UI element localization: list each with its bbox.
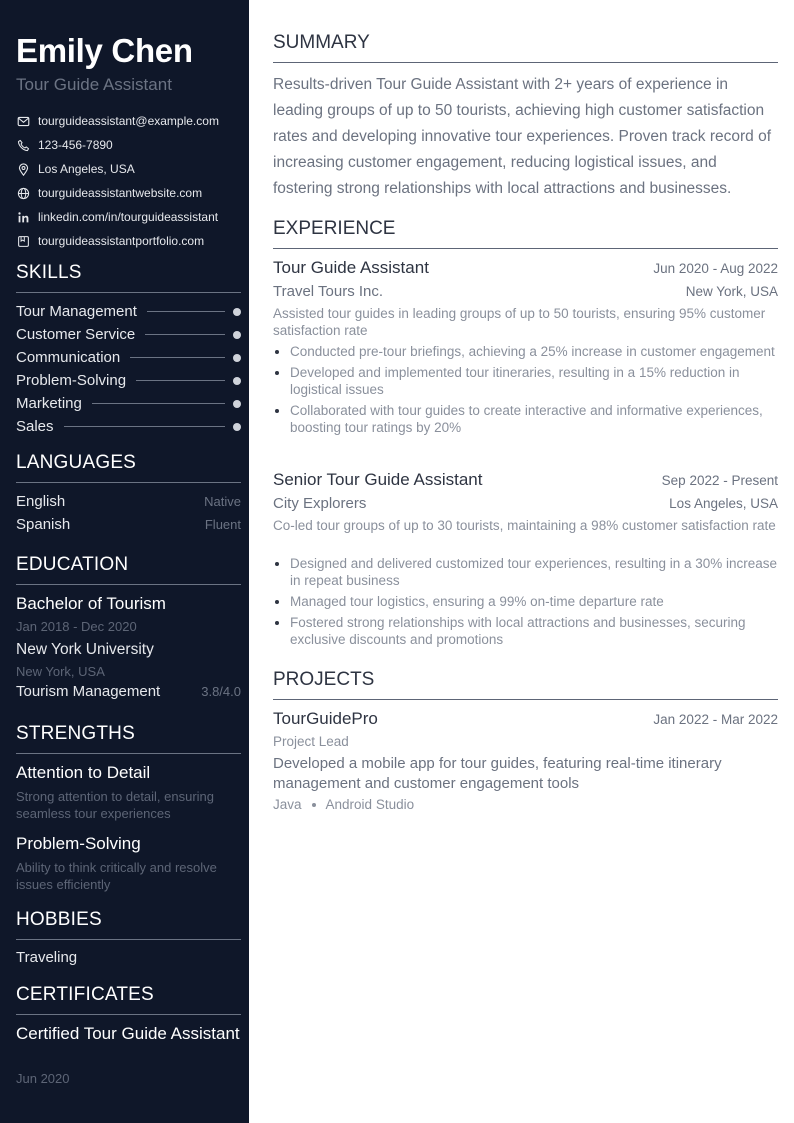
- language-level: Native: [204, 494, 241, 509]
- job-bullets: [273, 555, 778, 652]
- education-gpa: 3.8/4.0: [201, 684, 241, 699]
- summary-heading: SUMMARY: [273, 30, 778, 63]
- skill-item: [16, 369, 241, 392]
- job-title: Senior Tour Guide Assistant: [273, 470, 483, 489]
- strength-desc: Strong attention to detail, ensuring seamless tour experiences: [16, 789, 215, 821]
- certificate-date: Jun 2020: [16, 1071, 70, 1086]
- education-school: New York University: [16, 641, 154, 658]
- contact-phone-text: 123-456-7890: [38, 138, 113, 152]
- contact-website-text: tourguideassistantwebsite.com: [38, 186, 203, 200]
- skill-label: Marketing: [16, 395, 82, 412]
- job-header: [273, 258, 778, 278]
- job-header: [273, 470, 778, 490]
- strengths-heading: STRENGTHS: [16, 721, 241, 754]
- language-level: Fluent: [204, 517, 241, 532]
- projects-heading: PROJECTS: [273, 667, 778, 700]
- project-dates: Jan 2022 - Mar 2022: [653, 712, 778, 727]
- skill-dot: [233, 354, 241, 362]
- contact-list: [16, 109, 241, 253]
- skill-line: [136, 380, 225, 381]
- contact-email-text: tourguideassistant@example.com: [38, 114, 219, 128]
- job-bullet: Collaborated with tour guides to create interactive and informative experiences, boosting tour ratings by 20%: [273, 402, 778, 436]
- skill-dot: [233, 377, 241, 385]
- project-tech: Android Studio: [325, 797, 415, 812]
- skill-item: [16, 300, 241, 323]
- skill-label: Communication: [16, 349, 121, 366]
- strength-desc: Ability to think critically and resolve issues efficiently: [16, 860, 217, 892]
- location-icon: [16, 162, 30, 176]
- skill-label: Customer Service: [16, 326, 136, 343]
- skill-line: [92, 403, 225, 404]
- linkedin-icon: [16, 210, 30, 224]
- skill-item: [16, 392, 241, 415]
- skill-item: [16, 346, 241, 369]
- education-heading: EDUCATION: [16, 552, 241, 585]
- portfolio-icon: [16, 234, 30, 248]
- skill-line: [130, 357, 225, 358]
- skill-label: Problem-Solving: [16, 372, 127, 389]
- skill-dot: [233, 423, 241, 431]
- language-name: Spanish: [16, 516, 71, 533]
- experience-heading: EXPERIENCE: [273, 216, 778, 249]
- contact-linkedin[interactable]: [16, 205, 241, 229]
- education-dates: Jan 2018 - Dec 2020: [16, 619, 137, 634]
- job-company: Travel Tours Inc.: [273, 283, 384, 300]
- project-header: [273, 709, 778, 729]
- skill-dot: [233, 331, 241, 339]
- contact-website[interactable]: [16, 181, 241, 205]
- contact-phone[interactable]: [16, 133, 241, 157]
- skill-item: [16, 323, 241, 346]
- job-company-row: [273, 283, 778, 300]
- job-title: Tour Guide Assistant: [273, 258, 429, 277]
- job-bullet: Managed tour logistics, ensuring a 99% on-time departure rate: [273, 593, 778, 610]
- certificate-title: Certified Tour Guide Assistant: [16, 1024, 240, 1043]
- education-field-row: [16, 683, 241, 700]
- job-location: Los Angeles, USA: [669, 496, 778, 511]
- project-tech: Java: [273, 797, 302, 812]
- job-dates: Jun 2020 - Aug 2022: [653, 261, 778, 276]
- job-bullets: [273, 343, 778, 440]
- skill-line: [147, 311, 225, 312]
- language-name: English: [16, 493, 66, 510]
- contact-portfolio[interactable]: [16, 229, 241, 253]
- summary-text: Results-driven Tour Guide Assistant with 2+ years of experience in leading groups of up to 50 tourists, achieving high customer satisfaction rates and developing innovative tour experiences. Proven track record of increasing customer engagement, reducing logistical issues, and fostering strong relationships with local attractions and businesses.: [273, 76, 772, 197]
- strength-title: Problem-Solving: [16, 834, 141, 853]
- certificates-heading: CERTIFICATES: [16, 982, 241, 1015]
- education-field: Tourism Management: [16, 683, 161, 700]
- email-icon: [16, 114, 30, 128]
- job-description: Co-led tour groups of up to 30 tourists, maintaining a 98% customer satisfaction rate: [273, 518, 776, 533]
- job-description: Assisted tour guides in leading groups of up to 50 tourists, ensuring 95% customer satisfaction rate: [273, 306, 766, 338]
- job-bullet: Conducted pre-tour briefings, achieving a 25% increase in customer engagement: [273, 343, 778, 360]
- job-location: New York, USA: [685, 284, 778, 299]
- candidate-role: Tour Guide Assistant: [16, 75, 172, 94]
- contact-portfolio-text: tourguideassistantportfolio.com: [38, 234, 205, 248]
- globe-icon: [16, 186, 30, 200]
- candidate-name: Emily Chen: [16, 32, 193, 69]
- sidebar: [0, 0, 249, 1123]
- phone-icon: [16, 138, 30, 152]
- job-dates: Sep 2022 - Present: [661, 473, 778, 488]
- job-bullet: Fostered strong relationships with local attractions and businesses, securing exclusive discounts and promotions: [273, 614, 778, 648]
- contact-linkedin-text: linkedin.com/in/tourguideassistant: [38, 210, 219, 224]
- hobbies-heading: HOBBIES: [16, 907, 241, 940]
- language-item: [16, 513, 241, 536]
- job-company-row: [273, 495, 778, 512]
- education-location: New York, USA: [16, 664, 105, 679]
- skill-label: Sales: [16, 418, 54, 435]
- project-name: TourGuidePro: [273, 709, 378, 728]
- contact-location-text: Los Angeles, USA: [38, 162, 135, 176]
- skill-line: [64, 426, 225, 427]
- separator-dot: [312, 803, 316, 807]
- strength-title: Attention to Detail: [16, 763, 151, 782]
- job-bullet: Developed and implemented tour itineraries, resulting in a 15% reduction in logistical issues: [273, 364, 778, 398]
- skill-dot: [233, 308, 241, 316]
- skill-line: [145, 334, 225, 335]
- languages-heading: LANGUAGES: [16, 450, 241, 483]
- language-item: [16, 490, 241, 513]
- project-role: Project Lead: [273, 734, 349, 749]
- skill-dot: [233, 400, 241, 408]
- job-bullet: Designed and delivered customized tour experiences, resulting in a 30% increase in repeat business: [273, 555, 778, 589]
- contact-location: [16, 157, 241, 181]
- project-tech-list: [273, 797, 414, 812]
- skill-item: [16, 415, 241, 438]
- project-description: Developed a mobile app for tour guides, featuring real-time itinerary management and customer engagement tools: [273, 755, 722, 792]
- contact-email[interactable]: [16, 109, 241, 133]
- job-company: City Explorers: [273, 495, 367, 512]
- skill-label: Tour Management: [16, 303, 137, 320]
- education-degree: Bachelor of Tourism: [16, 594, 166, 613]
- skills-heading: SKILLS: [16, 260, 241, 293]
- hobby-item: Traveling: [16, 949, 78, 966]
